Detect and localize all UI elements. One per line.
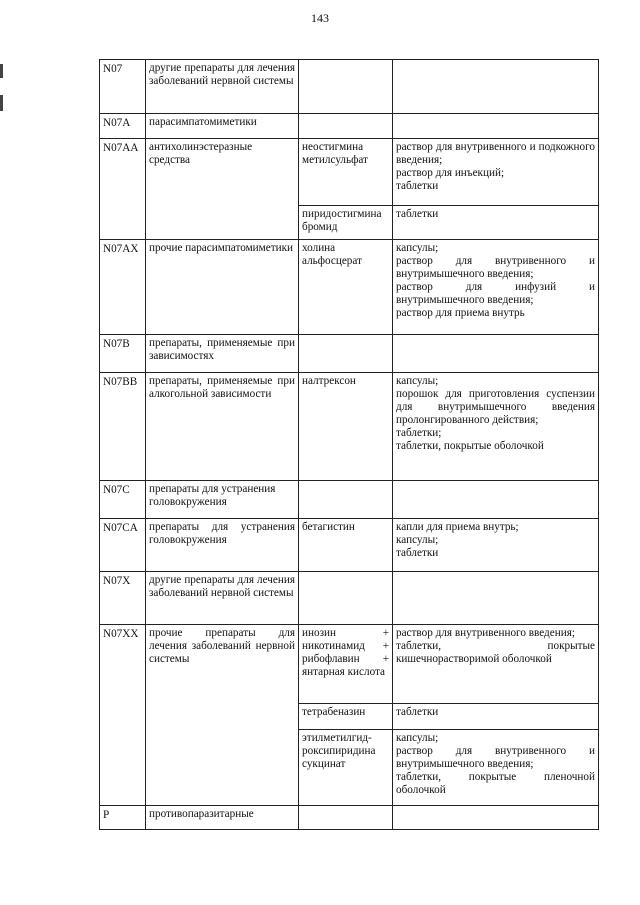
table-row — [100, 114, 599, 139]
group-name-cell: парасимпатомиметики — [146, 114, 299, 139]
atc-code-cell: N07A — [100, 114, 146, 139]
group-name-cell: препараты, применяемые при алкогольной зависимости — [146, 373, 299, 481]
drug-name-cell — [299, 60, 393, 114]
table-row — [100, 806, 599, 830]
table-row — [100, 572, 599, 625]
plus-sign: + — [382, 653, 389, 665]
drug-name-cell: бетагистин — [299, 519, 393, 572]
drug-name-cell — [299, 114, 393, 139]
dosage-forms-cell: капсулы; раствор для внутривенного и внутримышечного введения; раствор для инфузий и внутримышечного введения; раствор для приема внутрь — [393, 240, 599, 335]
dosage-forms-cell: таблетки — [393, 704, 599, 730]
scan-edge-mark — [0, 95, 3, 111]
atc-code-cell: N07C — [100, 481, 146, 519]
drug-component: янтарная кислота — [302, 666, 386, 678]
drug-combination-cell — [299, 625, 393, 704]
group-name-cell: прочие препараты для лечения заболеваний нервной системы — [146, 625, 299, 806]
drug-name-cell: неостигмина метилсульфат — [299, 139, 393, 206]
group-name-cell: препараты для устранения головокружения — [146, 519, 299, 572]
dosage-forms-cell: таблетки — [393, 206, 599, 240]
drug-name-cell — [299, 572, 393, 625]
drug-name-cell: пиридостигмина бромид — [299, 206, 393, 240]
dosage-forms-cell — [393, 806, 599, 830]
table-row — [100, 519, 599, 572]
dosage-forms-cell: раствор для внутривенного введения; таблетки, покрытые кишечнорастворимой оболочкой — [393, 625, 599, 704]
dosage-forms-cell — [393, 335, 599, 373]
dosage-forms-cell: капли для приема внутрь; капсулы; таблетки — [393, 519, 599, 572]
group-name-cell: другие препараты для лечения заболеваний нервной системы — [146, 60, 299, 114]
drug-name-cell — [299, 335, 393, 373]
dosage-forms-cell — [393, 481, 599, 519]
group-name-cell: прочие парасимпатомиметики — [146, 240, 299, 335]
group-name-cell: антихолинэстеразные средства — [146, 139, 299, 240]
table-row — [100, 240, 599, 335]
table-row — [100, 139, 599, 206]
dosage-forms-cell: раствор для внутривенного и подкожного введения; раствор для инъекций; таблетки — [393, 139, 599, 206]
drug-name-cell: этилметилгид- роксипиридина сукцинат — [299, 730, 393, 806]
table-row — [100, 60, 599, 114]
atc-code-cell: N07BB — [100, 373, 146, 481]
plus-sign: + — [382, 640, 389, 652]
group-name-cell: другие препараты для лечения заболеваний нервной системы — [146, 572, 299, 625]
atc-code-cell: N07B — [100, 335, 146, 373]
dosage-forms-cell — [393, 572, 599, 625]
group-name-cell: противопаразитарные — [146, 806, 299, 830]
table-row — [100, 625, 599, 704]
atc-code-cell: N07X — [100, 572, 146, 625]
atc-code-cell: N07 — [100, 60, 146, 114]
table-row — [100, 335, 599, 373]
drug-name-cell: тетрабеназин — [299, 704, 393, 730]
drug-name-cell — [299, 806, 393, 830]
drug-component: рибофлавин — [302, 653, 360, 665]
table-row — [100, 373, 599, 481]
drug-component: никотинамид — [302, 640, 365, 652]
page-number: 143 — [311, 11, 329, 25]
atc-code-cell: P — [100, 806, 146, 830]
atc-code-cell: N07XX — [100, 625, 146, 806]
group-name-cell: препараты для устранения головокружения — [146, 481, 299, 519]
dosage-forms-cell: капсулы; раствор для внутривенного и внутримышечного введения; таблетки, покрытые пленочной оболочкой — [393, 730, 599, 806]
atc-code-cell: N07AX — [100, 240, 146, 335]
atc-code-cell: N07AA — [100, 139, 146, 240]
dosage-forms-cell — [393, 60, 599, 114]
dosage-forms-cell: капсулы; порошок для приготовления суспензии для внутримышечного введения пролонгированного действия; таблетки; таблетки, покрытые оболочкой — [393, 373, 599, 481]
table-row — [100, 481, 599, 519]
scan-edge-mark — [0, 64, 3, 78]
dosage-forms-cell — [393, 114, 599, 139]
plus-sign: + — [382, 627, 389, 639]
drug-component: инозин — [302, 627, 336, 639]
group-name-cell: препараты, применяемые при зависимостях — [146, 335, 299, 373]
drug-name-cell: холина альфосцерат — [299, 240, 393, 335]
atc-code-cell: N07CA — [100, 519, 146, 572]
drug-name-cell: налтрексон — [299, 373, 393, 481]
drug-classification-table — [99, 59, 599, 830]
drug-name-cell — [299, 481, 393, 519]
